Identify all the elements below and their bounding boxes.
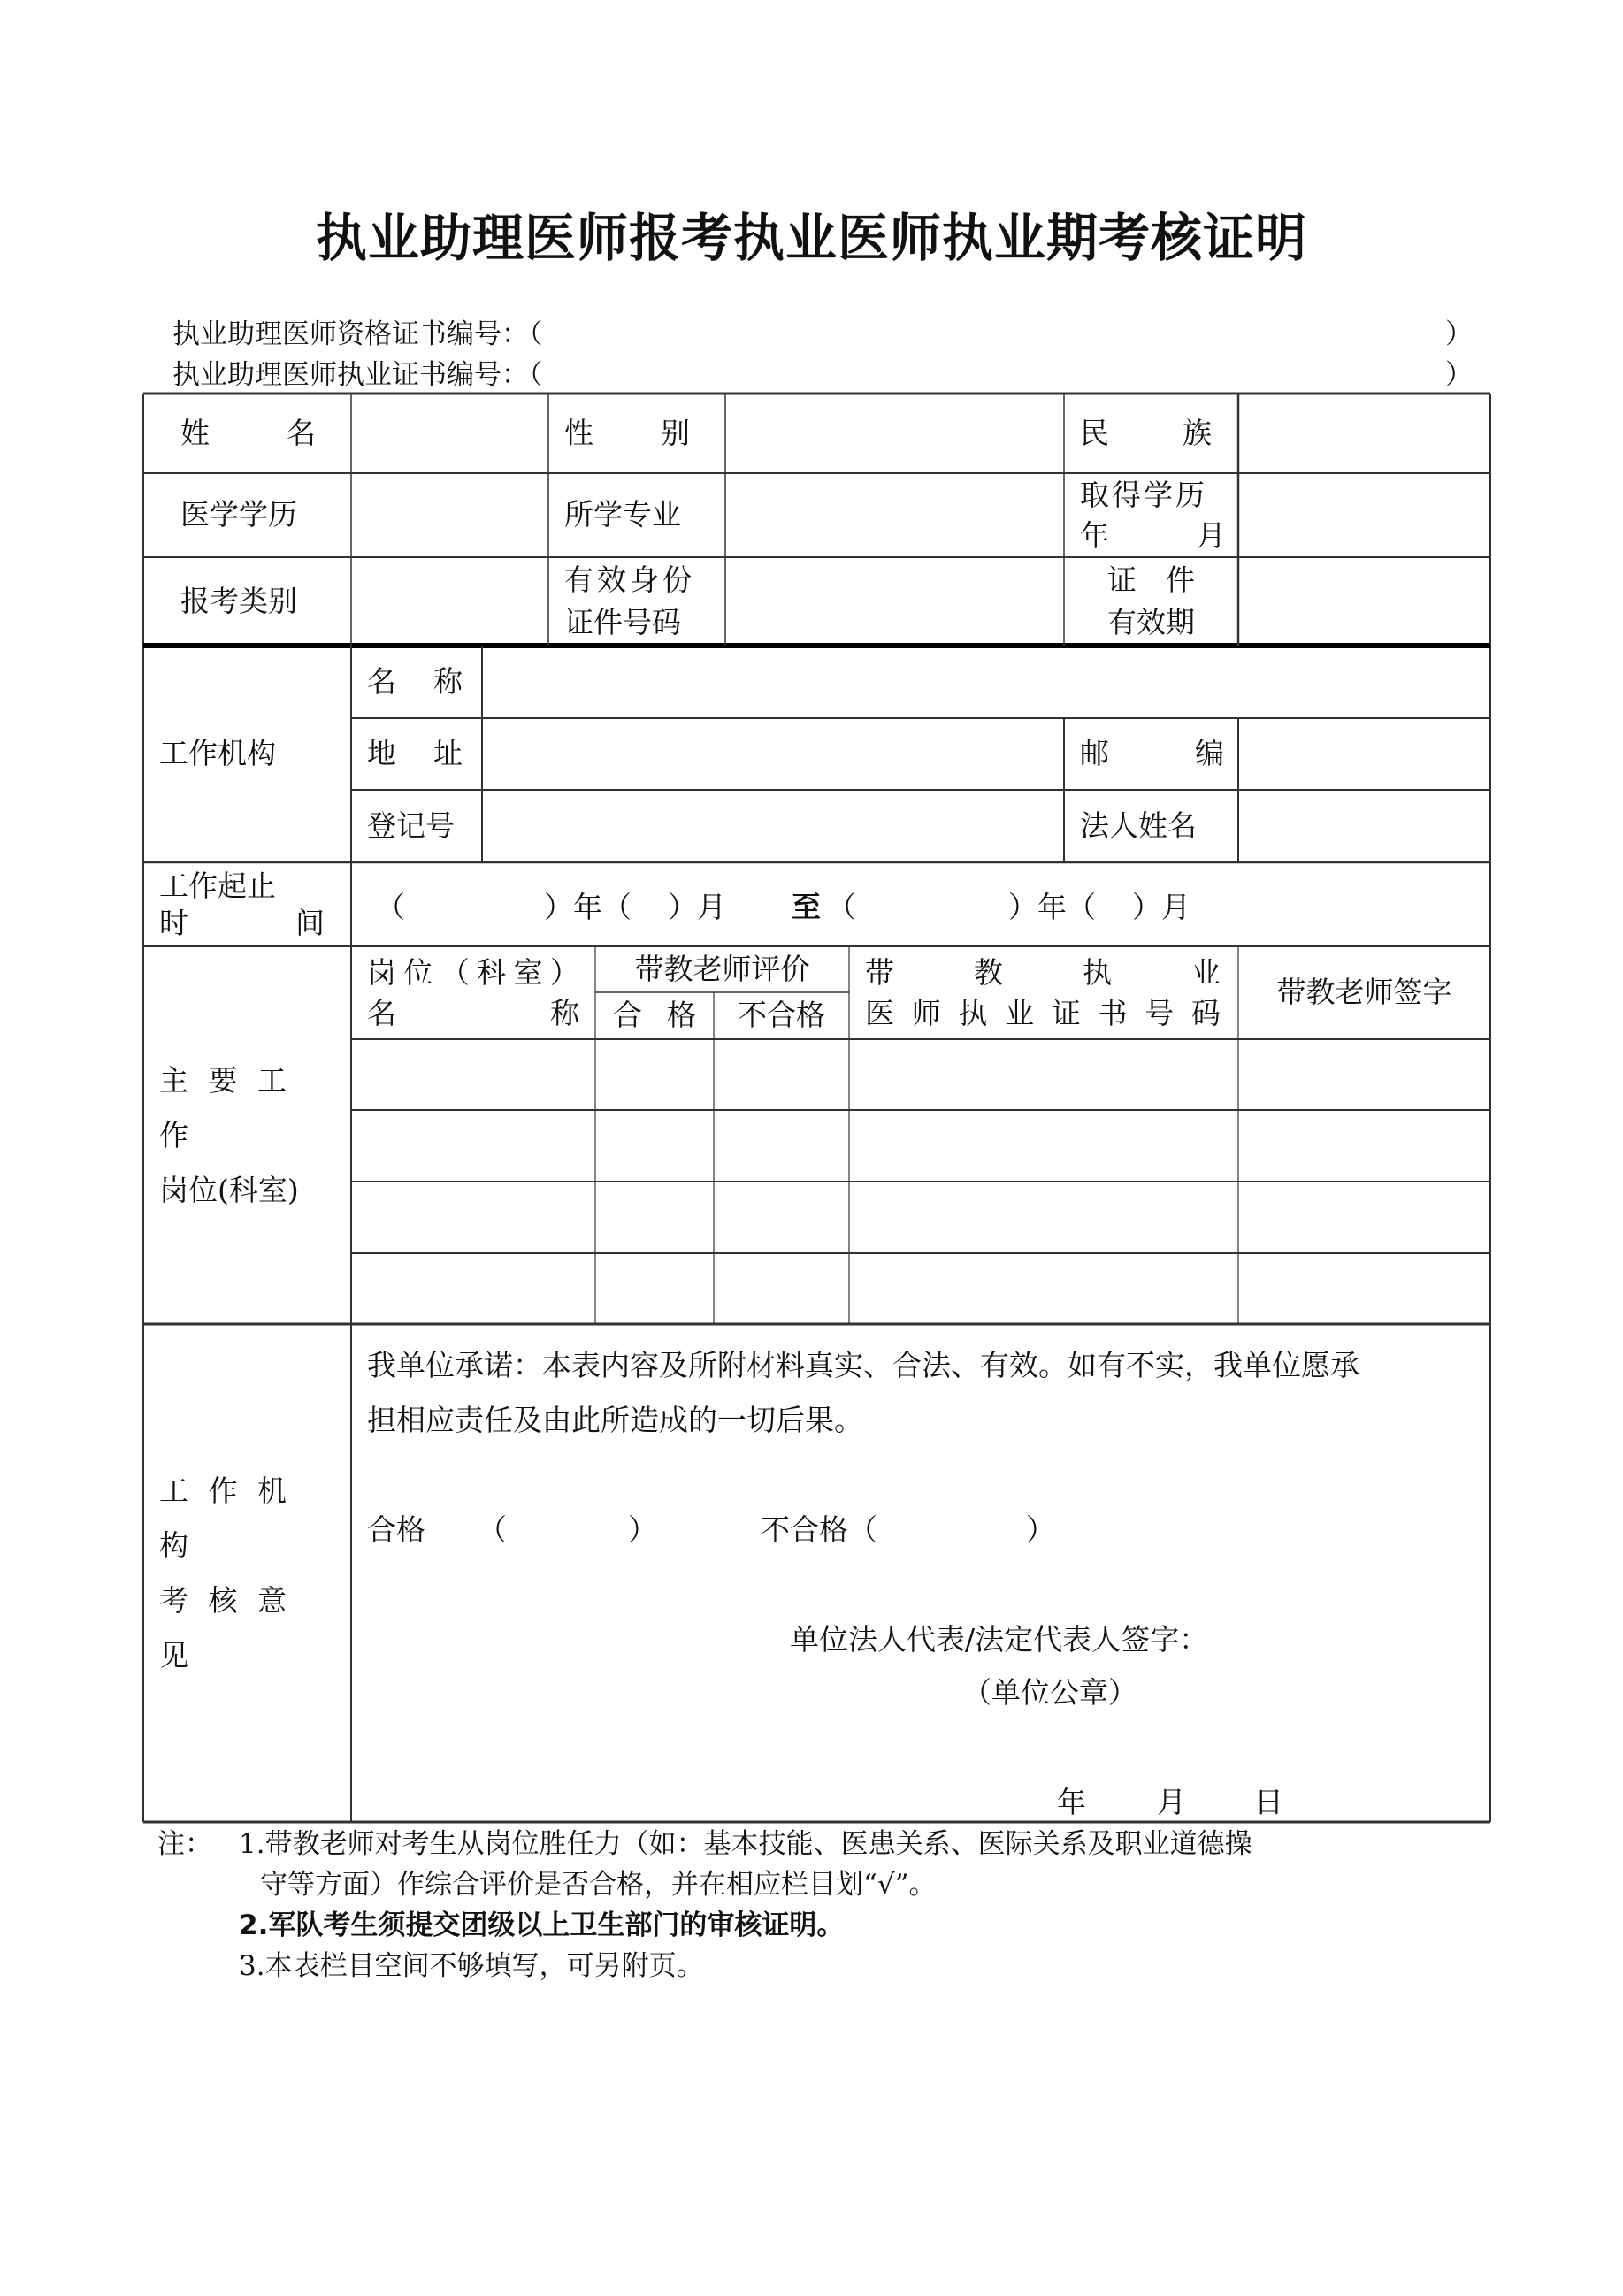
id-validity-input[interactable] [1238, 557, 1490, 646]
teacher-cert-input[interactable] [849, 1182, 1238, 1253]
header-line [367, 953, 579, 993]
end-year-close: ）年（ [1008, 890, 1096, 924]
id-number-input[interactable] [725, 557, 1064, 646]
fail-checkbox[interactable] [714, 1039, 849, 1110]
note-item-1 [239, 1824, 1252, 1986]
address-input[interactable] [482, 718, 1064, 790]
teacher-cert-input[interactable] [849, 1110, 1238, 1182]
post-name-input[interactable] [351, 1253, 595, 1324]
header-char: 合 [613, 998, 642, 1033]
label-line: 取得学历 [1080, 477, 1207, 512]
end-month-input[interactable] [1110, 884, 1132, 920]
label-line: 考 核 意 见 [159, 1582, 292, 1672]
label-line [1080, 516, 1226, 556]
header-char: ） [549, 954, 579, 990]
teacher-cert-input[interactable] [849, 1039, 1238, 1110]
start-year-input[interactable] [420, 884, 544, 920]
post-name-header [351, 946, 595, 1039]
edu-date-input[interactable] [1238, 473, 1490, 557]
label-char: 年 [1080, 517, 1109, 553]
gender-input[interactable] [725, 394, 1064, 473]
pass-checkbox[interactable] [595, 1253, 714, 1324]
header-char: 业 [1191, 954, 1221, 990]
note-line: 1.带教老师对考生从岗位胜任力（如：基本技能、医患关系、医际关系及职业道德操 [239, 1828, 1252, 1860]
note-line: 守等方面）作综合评价是否合格，并在相应栏目划“√”。 [260, 1869, 937, 1901]
teacher-sign-input[interactable] [1238, 1253, 1490, 1324]
pass-option-label: 合格 [367, 1512, 425, 1547]
label-char: 时 [159, 905, 188, 940]
pass-option-input[interactable] [513, 1507, 628, 1542]
start-month-close: ）月 [668, 890, 726, 924]
label-line: 有效身份 [564, 563, 695, 597]
fail-checkbox[interactable] [714, 1110, 849, 1182]
header-char: 执 [958, 995, 988, 1030]
major-label: 所学专业 [564, 497, 681, 532]
header-char: 科 [477, 954, 507, 990]
header-char: 岗 [367, 954, 396, 990]
header-char: 书 [1098, 995, 1128, 1030]
document-title: 执业助理医师报考执业医师执业期考核证明 [315, 208, 1307, 268]
major-input[interactable] [725, 473, 1064, 557]
fail-checkbox[interactable] [714, 1182, 849, 1253]
date-month-label: 月 [1157, 1785, 1186, 1819]
start-year-close: ）年（ [544, 890, 632, 924]
end-year-open: （ [827, 890, 856, 924]
label-line: 证 件 [1107, 563, 1195, 597]
label-char: 编 [1195, 736, 1224, 771]
reg-no-input[interactable] [482, 790, 1064, 862]
end-month-close: ）月 [1132, 890, 1190, 924]
legal-person-input[interactable] [1238, 790, 1490, 862]
postcode-label [1064, 718, 1238, 790]
header-char: 执 [1083, 954, 1112, 990]
teacher-sign-input[interactable] [1238, 1110, 1490, 1182]
header-line [367, 993, 579, 1034]
assessment-section-label [143, 1324, 351, 1822]
pass-open-paren: （ [478, 1512, 507, 1547]
header-char: 业 [1005, 995, 1035, 1030]
name-label [143, 394, 351, 473]
header-char: 带 [865, 954, 894, 990]
qualification-cert-number-label: 执业助理医师资格证书编号：（ [172, 318, 543, 350]
label-char: 月 [1197, 517, 1226, 553]
label-char: 名 [287, 415, 316, 450]
fail-option-input[interactable] [893, 1507, 1026, 1542]
teacher-sign-input[interactable] [1238, 1039, 1490, 1110]
header-char: 师 [911, 995, 941, 1030]
label-char: 性 [564, 415, 593, 450]
pass-header [595, 992, 714, 1039]
teacher-eval-header: 带教老师评价 [634, 951, 810, 986]
label-char: 间 [295, 905, 325, 940]
fail-option-label: 不合格（ [761, 1512, 877, 1547]
label-line: 工 作 机 构 [159, 1473, 292, 1563]
qualification-cert-number-line [172, 311, 1473, 350]
work-org-section-label: 工作机构 [159, 736, 276, 771]
pass-checkbox[interactable] [595, 1182, 714, 1253]
reg-no-label: 登记号 [367, 807, 455, 843]
org-name-input[interactable] [482, 646, 1490, 718]
ethnicity-label [1064, 394, 1238, 473]
header-char: 证 [1051, 995, 1081, 1030]
header-line [865, 993, 1221, 1034]
teacher-cert-input[interactable] [849, 1253, 1238, 1324]
date-year-label: 年 [1057, 1785, 1086, 1819]
label-char: 地 [367, 736, 396, 771]
gender-label [548, 394, 725, 473]
label-char: 姓 [180, 415, 210, 450]
label-line: 证件号码 [564, 605, 681, 639]
name-input[interactable] [351, 394, 548, 473]
practice-cert-number-label: 执业助理医师执业证书编号：（ [172, 359, 543, 391]
postcode-input[interactable] [1238, 718, 1490, 790]
header-char: 名 [367, 995, 396, 1030]
label-char: 邮 [1080, 736, 1109, 771]
to-label: 至 [792, 890, 821, 924]
education-input[interactable] [351, 473, 548, 557]
label-char: 名 [367, 663, 396, 699]
id-number-label [548, 557, 725, 646]
header-char: 号 [1145, 995, 1175, 1030]
id-validity-label [1064, 557, 1238, 646]
ethnicity-input[interactable] [1238, 394, 1490, 473]
label-char: 民 [1080, 415, 1109, 450]
post-name-input[interactable] [351, 1039, 595, 1110]
signature-label: 单位法人代表/法定代表人签字： [790, 1622, 1209, 1657]
post-name-input[interactable] [351, 1182, 595, 1253]
legal-person-label: 法人姓名 [1080, 807, 1197, 843]
org-name-label [351, 646, 482, 718]
label-char: 址 [433, 736, 463, 771]
address-label [351, 718, 482, 790]
label-char: 别 [661, 415, 690, 450]
pledge-text-line1: 我单位承诺：本表内容及所附材料真实、合法、有效。如有不实，我单位愿承 [367, 1348, 1359, 1382]
label-line [159, 905, 325, 942]
fail-header: 不合格 [738, 998, 825, 1033]
label-char: 称 [433, 663, 463, 699]
close-paren: ） [1445, 318, 1473, 350]
exam-category-label: 报考类别 [180, 583, 297, 618]
pass-close-paren: ） [628, 1512, 657, 1547]
teacher-cert-header [849, 946, 1238, 1039]
post-name-input[interactable] [351, 1110, 595, 1182]
label-char: 族 [1183, 415, 1212, 450]
start-month-input[interactable] [646, 884, 668, 920]
seal-label: （单位公章） [962, 1675, 1137, 1710]
close-paren: ） [1445, 359, 1473, 391]
end-year-input[interactable] [871, 884, 995, 920]
label-line: 岗位(科室) [159, 1172, 299, 1207]
header-char: 格 [667, 998, 696, 1033]
note-item-2: 2.军队考生须提交团级以上卫生部门的审核证明。 [239, 1910, 845, 1941]
start-year-open: （ [376, 890, 405, 924]
practice-cert-number-line [172, 352, 1473, 391]
exam-category-input[interactable] [351, 557, 548, 646]
header-char: 位 [403, 954, 433, 990]
teacher-sign-header: 带教老师签字 [1276, 975, 1452, 1010]
posts-section-label [143, 946, 351, 1324]
teacher-sign-input[interactable] [1238, 1182, 1490, 1253]
header-line [865, 953, 1221, 993]
education-label: 医学学历 [180, 497, 297, 532]
label-line: 有效期 [1107, 605, 1195, 639]
work-period-label [143, 862, 351, 946]
header-char: 称 [550, 995, 579, 1030]
fail-checkbox[interactable] [714, 1253, 849, 1324]
note-item-3: 3.本表栏目空间不够填写，可另附页。 [239, 1950, 704, 1982]
date-day-label: 日 [1254, 1785, 1283, 1819]
label-line: 工作起止 [159, 868, 276, 903]
edu-date-label [1064, 473, 1238, 557]
pledge-text-line2: 担相应责任及由此所造成的一切后果。 [367, 1403, 863, 1437]
pass-checkbox[interactable] [595, 1110, 714, 1182]
header-char: 码 [1190, 995, 1221, 1030]
header-char: （ [440, 954, 470, 990]
notes-prefix: 注： [157, 1828, 212, 1860]
header-char: 医 [865, 995, 894, 1030]
header-char: 室 [513, 954, 543, 990]
fail-close-paren: ） [1026, 1512, 1055, 1547]
header-char: 教 [974, 954, 1003, 990]
pass-checkbox[interactable] [595, 1039, 714, 1110]
label-line: 主 要 工 作 [159, 1062, 292, 1152]
